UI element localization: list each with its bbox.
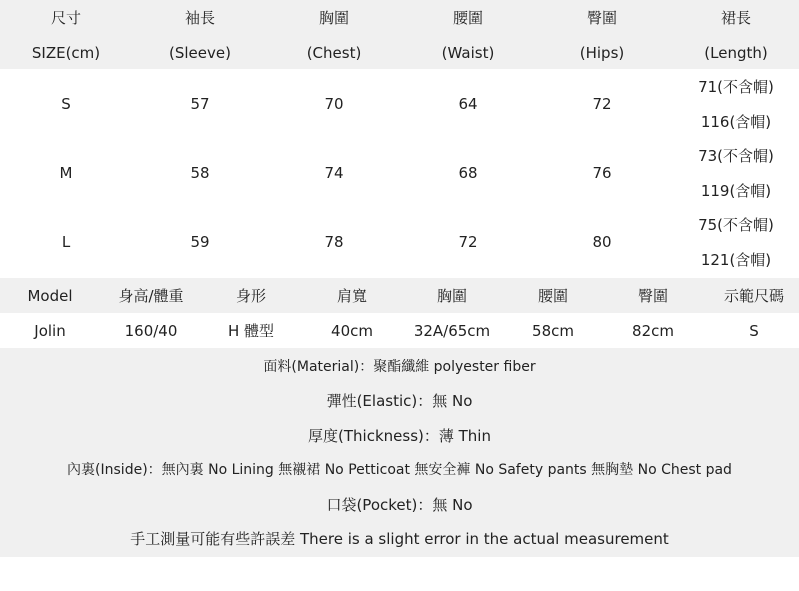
size-row-l <box>0 208 799 277</box>
model-header-height-weight: 身高/體重 <box>118 287 184 305</box>
model-values-row <box>0 314 799 348</box>
model-size: S <box>749 322 759 340</box>
model-header-size: 示範尺碼 <box>723 287 785 305</box>
sleeve-value: 57 <box>190 95 210 113</box>
header-chest-zh: 胸圍 <box>318 9 350 27</box>
model-hips: 82cm <box>632 322 674 340</box>
header-waist-en: (Waist) <box>441 44 495 62</box>
header-waist-zh: 腰圍 <box>452 9 484 27</box>
header-hips-en: (Hips) <box>579 44 625 62</box>
size-label: S <box>61 95 71 113</box>
material-note: 面料(Material)：聚酯纖維 polyester fiber <box>263 359 536 375</box>
header-chest-en: (Chest) <box>306 44 362 62</box>
sleeve-value: 59 <box>190 233 210 251</box>
length-without-hood: 73(不含帽) <box>698 147 774 165</box>
size-label: M <box>59 164 73 182</box>
header-length-zh: 裙長 <box>720 9 752 27</box>
elastic-note: 彈性(Elastic)：無 No <box>326 392 473 410</box>
header-hips-zh: 臀圍 <box>586 9 618 27</box>
length-with-hood: 116(含帽) <box>700 112 772 131</box>
header-sleeve-en: (Sleeve) <box>169 44 231 62</box>
chest-value: 78 <box>324 233 344 251</box>
hips-value: 72 <box>592 95 612 113</box>
size-row-m <box>0 139 799 208</box>
length-value <box>681 139 791 208</box>
length-value <box>681 70 791 139</box>
pocket-note: 口袋(Pocket)：無 No <box>326 496 473 514</box>
waist-value: 64 <box>458 95 478 113</box>
model-height-weight: 160/40 <box>124 322 178 340</box>
model-header-chest: 胸圍 <box>436 287 468 305</box>
size-row-s <box>0 70 799 139</box>
model-header-hips: 臀圍 <box>637 287 669 305</box>
hips-value: 76 <box>592 164 612 182</box>
thickness-note: 厚度(Thickness)：薄 Thin <box>308 427 491 445</box>
model-header-shoulder: 肩寬 <box>336 287 368 305</box>
model-chest: 32A/65cm <box>413 322 491 340</box>
length-value <box>681 208 791 277</box>
waist-value: 68 <box>458 164 478 182</box>
model-waist: 58cm <box>532 322 574 340</box>
length-without-hood: 71(不含帽) <box>698 78 774 96</box>
length-with-hood: 119(含帽) <box>700 181 772 200</box>
header-size-en: SIZE(cm) <box>31 44 101 62</box>
header-size-zh: 尺寸 <box>50 9 82 27</box>
model-header-model: Model <box>27 287 73 305</box>
model-name: Jolin <box>34 322 66 340</box>
length-with-hood: 121(含帽) <box>700 250 772 269</box>
size-header-zh-row <box>0 1 799 35</box>
model-body-shape: H 體型 <box>227 322 275 340</box>
model-shoulder: 40cm <box>331 322 373 340</box>
inside-note: 內裏(Inside)：無內裏 No Lining 無襯裙 No Petticoat 無安全褲 No Safety pants 無胸墊 No Chest pad <box>67 462 732 478</box>
sleeve-value: 58 <box>190 164 210 182</box>
measurement-error-note: 手工測量可能有些許誤差 There is a slight error in the actual measurement <box>130 530 669 548</box>
chest-value: 70 <box>324 95 344 113</box>
size-header-en-row <box>0 36 799 70</box>
model-header-body-shape: 身形 <box>235 287 267 305</box>
header-length-en: (Length) <box>704 44 768 62</box>
model-header-row <box>0 279 799 313</box>
chest-value: 74 <box>324 164 344 182</box>
model-header-waist: 腰圍 <box>537 287 569 305</box>
length-without-hood: 75(不含帽) <box>698 216 774 234</box>
hips-value: 80 <box>592 233 612 251</box>
size-label: L <box>61 233 71 251</box>
header-sleeve-zh: 袖長 <box>184 9 216 27</box>
waist-value: 72 <box>458 233 478 251</box>
